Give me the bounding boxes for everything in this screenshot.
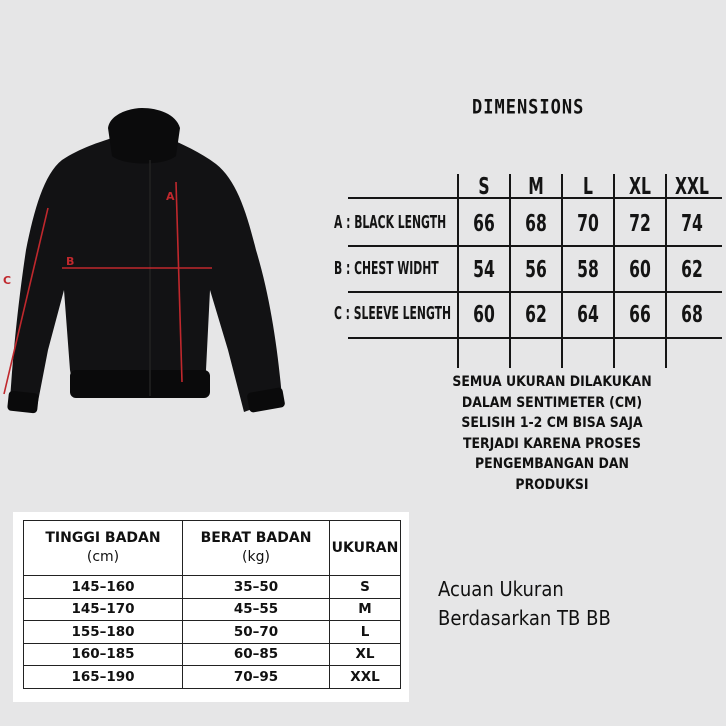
table-cell: 54: [473, 255, 495, 283]
note-line: TERJADI KARENA PROSES: [463, 435, 641, 452]
note-line: DALAM SENTIMETER (CM): [461, 394, 643, 411]
size-header-l: L: [583, 172, 593, 200]
size-reference-caption: [438, 575, 630, 633]
table-cell: 160–185: [24, 643, 183, 666]
table-cell: 68: [681, 300, 703, 328]
table-cell: 74: [681, 209, 703, 237]
table-cell: 165–190: [24, 666, 183, 689]
reference-line-2: Berdasarkan TB BB: [438, 606, 611, 630]
size-header-m: M: [528, 172, 544, 200]
note-line: SEMUA UKURAN DILAKUKAN: [452, 374, 652, 390]
table-cell: 72: [629, 209, 651, 237]
reference-line-1: Acuan Ukuran: [438, 577, 564, 601]
table-cell: L: [330, 621, 401, 644]
table-row: [24, 598, 401, 621]
measure-marker-b: B: [66, 255, 75, 268]
table-cell: 45–55: [183, 598, 330, 621]
table-cell: 60–85: [183, 643, 330, 666]
header-size-label: UKURAN: [331, 539, 399, 556]
table-cell: 66: [629, 300, 651, 328]
header-height-label: TINGGI BADAN: [45, 530, 161, 546]
table-cell: 66: [473, 209, 495, 237]
size-header-s: S: [478, 172, 490, 200]
table-cell: 35–50: [183, 576, 330, 599]
table-cell: 64: [577, 300, 599, 328]
header-weight-unit: (kg): [242, 549, 270, 565]
note-line: SELISIH 1-2 CM BISA SAJA: [461, 415, 643, 431]
measurement-note: [412, 372, 692, 495]
jacket-illustration: [0, 100, 300, 430]
size-guide-panel: [13, 512, 409, 702]
table-header-row: [24, 521, 401, 576]
table-cell: 62: [681, 255, 703, 283]
table-cell: 145–160: [24, 576, 183, 599]
size-guide-table: [23, 520, 401, 689]
table-cell: XL: [330, 643, 401, 666]
table-row: [24, 643, 401, 666]
header-weight: [183, 521, 330, 576]
measure-marker-a: A: [166, 190, 175, 203]
table-row: [24, 576, 401, 599]
table-row: [24, 666, 401, 689]
measure-marker-c: C: [3, 274, 12, 287]
table-cell: 50–70: [183, 621, 330, 644]
header-weight-label: BERAT BADAN: [200, 530, 312, 546]
header-height-unit: (cm): [86, 549, 120, 565]
note-line: PRODUKSI: [515, 476, 589, 493]
jacket-collar: [108, 108, 180, 164]
table-cell: 70–95: [183, 666, 330, 689]
header-height: [24, 521, 183, 576]
jacket-hem: [70, 370, 210, 398]
table-cell: 60: [629, 255, 651, 283]
header-size: [330, 521, 401, 576]
table-row: [24, 621, 401, 644]
table-cell: M: [330, 598, 401, 621]
table-cell: 68: [525, 209, 547, 237]
jacket-left-cuff: [7, 390, 39, 413]
table-cell: 62: [525, 300, 547, 328]
row-label-sleeve-length: C : SLEEVE LENGTH: [334, 302, 452, 324]
table-cell: 70: [577, 209, 599, 237]
table-cell: 155–180: [24, 621, 183, 644]
row-label-chest-width: B : CHEST WIDHT: [334, 257, 439, 279]
table-cell: 60: [473, 300, 495, 328]
size-header-xl: XL: [629, 172, 651, 200]
dimensions-title: DIMENSIONS: [472, 96, 585, 119]
size-header-xxl: XXL: [674, 172, 710, 200]
table-cell: 56: [525, 255, 547, 283]
table-cell: 58: [577, 255, 599, 283]
table-cell: XXL: [330, 666, 401, 689]
note-line: PENGEMBANGAN DAN: [475, 456, 629, 472]
table-cell: 145–170: [24, 598, 183, 621]
row-label-black-length: A : BLACK LENGTH: [334, 211, 447, 233]
table-cell: S: [330, 576, 401, 599]
